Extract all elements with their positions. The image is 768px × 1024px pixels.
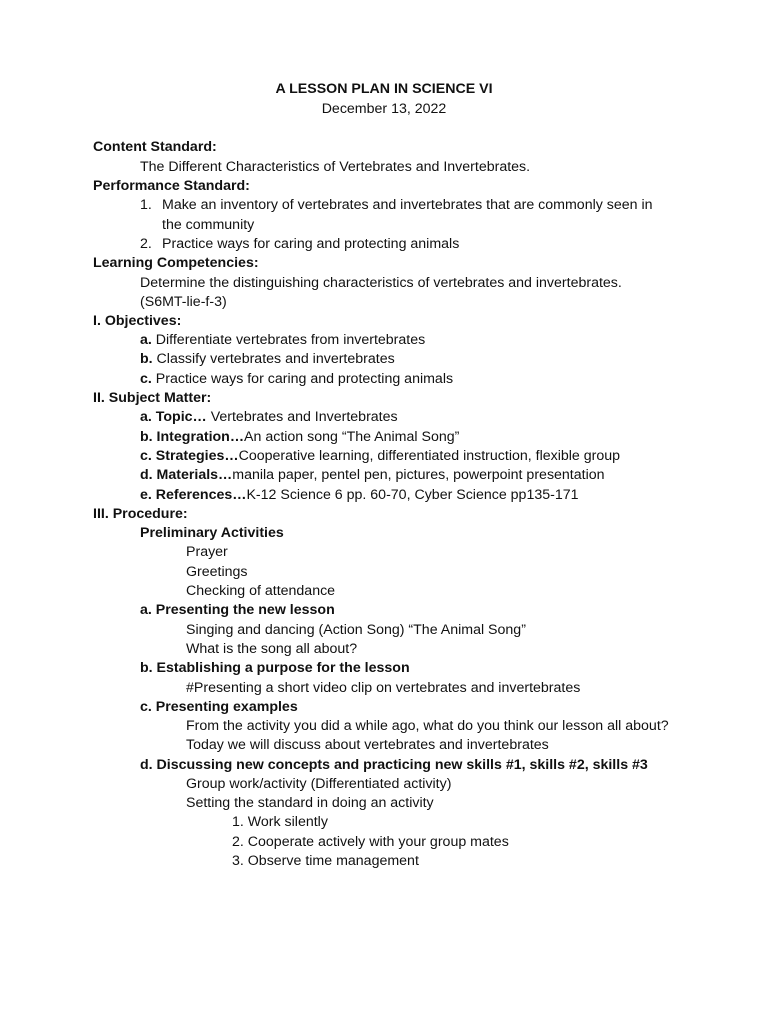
item-key: d. Materials… bbox=[140, 467, 233, 483]
subject-matter-label: II. Subject Matter: bbox=[93, 390, 212, 406]
procedure-d-item-2: Setting the standard in doing an activity bbox=[186, 795, 434, 811]
item-value: Cooperative learning, differentiated instruction, flexible group bbox=[238, 448, 621, 464]
objectives-label: I. Objectives: bbox=[93, 313, 182, 329]
standard-item-1: 1. Work silently bbox=[232, 814, 328, 830]
performance-item-1-continuation: the community bbox=[162, 217, 255, 233]
preliminary-item-prayer: Prayer bbox=[186, 544, 228, 560]
learning-competencies-code: (S6MT-lie-f-3) bbox=[140, 294, 227, 310]
item-text: Differentiate vertebrates from invertebrates bbox=[151, 332, 426, 348]
item-text: Practice ways for caring and protecting animals bbox=[151, 371, 454, 387]
objective-item-b bbox=[140, 350, 395, 370]
procedure-label: III. Procedure: bbox=[93, 506, 188, 522]
item-value: manila paper, pentel pen, pictures, powerpoint presentation bbox=[232, 467, 605, 483]
item-letter: b. bbox=[140, 351, 153, 367]
objective-item-a bbox=[140, 331, 425, 351]
performance-standard-label: Performance Standard: bbox=[93, 178, 250, 194]
item-value: An action song “The Animal Song” bbox=[244, 429, 460, 445]
preliminary-item-attendance: Checking of attendance bbox=[186, 583, 336, 599]
item-letter: a. bbox=[140, 332, 152, 348]
item-text: Practice ways for caring and protecting animals bbox=[162, 236, 460, 252]
learning-competencies-text: Determine the distinguishing characteristics of vertebrates and invertebrates. bbox=[140, 275, 622, 291]
subject-item-references bbox=[140, 486, 579, 506]
content-standard-label: Content Standard: bbox=[93, 139, 217, 155]
subject-item-materials bbox=[140, 466, 605, 486]
performance-item-1 bbox=[140, 196, 653, 216]
item-letter: c. bbox=[140, 371, 152, 387]
content-standard-text: The Different Characteristics of Vertebrates and Invertebrates. bbox=[140, 159, 531, 175]
procedure-d-label: d. Discussing new concepts and practicing new skills #1, skills #2, skills #3 bbox=[140, 757, 648, 773]
item-value: K-12 Science 6 pp. 60-70, Cyber Science pp135-171 bbox=[246, 487, 579, 503]
standard-item-3: 3. Observe time management bbox=[232, 853, 419, 869]
objective-item-c bbox=[140, 370, 453, 390]
subject-item-strategies bbox=[140, 447, 620, 467]
item-number: 2. bbox=[140, 236, 152, 252]
procedure-c-label: c. Presenting examples bbox=[140, 699, 298, 715]
procedure-b-label: b. Establishing a purpose for the lesson bbox=[140, 660, 410, 676]
procedure-a-item-2: What is the song all about? bbox=[186, 641, 358, 657]
item-text: Make an inventory of vertebrates and invertebrates that are commonly seen in bbox=[162, 197, 653, 213]
item-key: a. Topic… bbox=[140, 409, 207, 425]
item-value: Vertebrates and Invertebrates bbox=[206, 409, 398, 425]
item-text: Classify vertebrates and invertebrates bbox=[152, 351, 395, 367]
performance-item-2 bbox=[140, 235, 459, 255]
procedure-a-label: a. Presenting the new lesson bbox=[140, 602, 335, 618]
item-key: b. Integration… bbox=[140, 429, 245, 445]
standard-item-2: 2. Cooperate actively with your group mates bbox=[232, 834, 509, 850]
procedure-d-item-1: Group work/activity (Differentiated activity) bbox=[186, 776, 452, 792]
item-number: 1. bbox=[140, 197, 152, 213]
document-title: A LESSON PLAN IN SCIENCE VI bbox=[275, 81, 493, 97]
procedure-c-item-1: From the activity you did a while ago, what do you think our lesson all about? bbox=[186, 718, 669, 734]
learning-competencies-label: Learning Competencies: bbox=[93, 255, 259, 271]
subject-item-topic bbox=[140, 408, 398, 428]
subject-item-integration bbox=[140, 428, 459, 448]
procedure-b-item-1: #Presenting a short video clip on vertebrates and invertebrates bbox=[186, 680, 581, 696]
item-key: e. References… bbox=[140, 487, 247, 503]
preliminary-activities-label: Preliminary Activities bbox=[140, 525, 284, 541]
procedure-c-item-2: Today we will discuss about vertebrates and invertebrates bbox=[186, 737, 549, 753]
procedure-a-item-1: Singing and dancing (Action Song) “The Animal Song” bbox=[186, 622, 526, 638]
document-date: December 13, 2022 bbox=[321, 101, 447, 117]
item-key: c. Strategies… bbox=[140, 448, 239, 464]
preliminary-item-greetings: Greetings bbox=[186, 564, 248, 580]
